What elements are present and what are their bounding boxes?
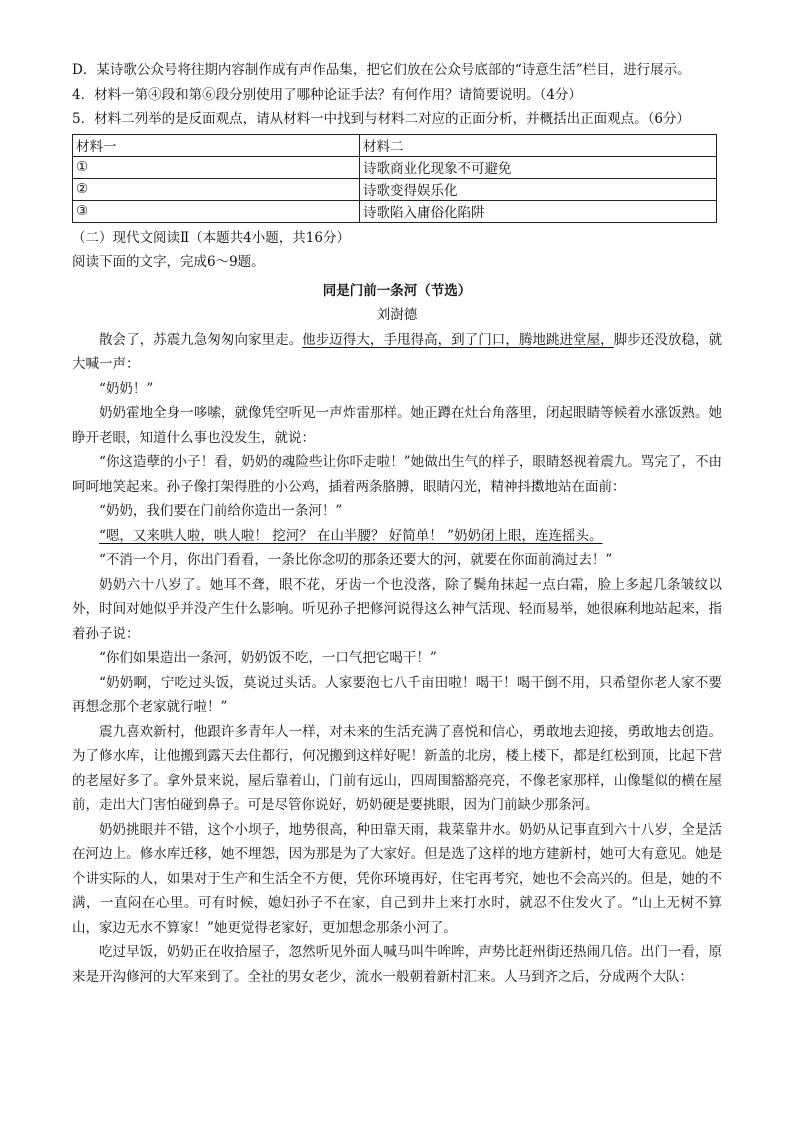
story-paragraph bbox=[72, 524, 722, 549]
table-header-row bbox=[73, 134, 717, 156]
story-author: 刘澍德 bbox=[376, 307, 418, 323]
table-row bbox=[73, 200, 717, 222]
table-cell: ③ bbox=[73, 200, 360, 222]
underlined-text: “嗯，又来哄人啦，哄人啦！ 挖河？ 在山半腰？ 好简单！ ”奶奶闭上眼，连连摇头。 bbox=[99, 527, 603, 544]
table-row bbox=[73, 156, 717, 178]
table-cell: 诗歌商业化现象不可避免 bbox=[360, 156, 717, 178]
question-5: 5．材料二列举的是反面观点，请从材料一中找到与材料二对应的正面分析，并概括出正面观点。（6分） bbox=[72, 111, 690, 127]
table-cell: ① bbox=[73, 156, 360, 178]
table-cell: 诗歌变得娱乐化 bbox=[360, 178, 717, 200]
table-cell: 诗歌陷入庸俗化陷阱 bbox=[360, 200, 717, 222]
story-paragraph: “奶奶啊，宁吃过头饭，莫说过头话。人家要泡七八千亩田啦！喝干！喝干倒不用，只希望你老人家不要再想念那个老家就行啦！” bbox=[72, 674, 722, 715]
underlined-text: 他步迈得大，手甩得高，到了门口，腾地跳进堂屋， bbox=[302, 331, 614, 348]
table-header-cell: 材料二 bbox=[360, 134, 717, 156]
story-paragraph: 奶奶霍地全身一哆嗦，就像凭空听见一声炸雷那样。她正蹲在灶台角落里，闭起眼睛等候着水涨饭熟。她睁开老眼，知道什么事也没发生，就说： bbox=[72, 405, 722, 446]
story-paragraph: “你们如果造出一条河，奶奶饭不吃，一口气把它喝干！” bbox=[99, 650, 437, 666]
story-paragraph: “不消一个月，你出门看看，一条比你念叨的那条还要大的河，就要在你面前淌过去！” bbox=[99, 552, 613, 568]
instruction-text: 阅读下面的文字，完成6～9题。 bbox=[72, 254, 265, 270]
table-header-cell: 材料一 bbox=[73, 134, 360, 156]
section-heading: （二）现代文阅读Ⅱ（本题共4小题，共16分） bbox=[72, 229, 350, 246]
story-paragraph: 奶奶六十八岁了。她耳不聋，眼不花，牙齿一个也没落，除了鬓角抹起一点白霜，脸上多起几条皱纹以外，时间对她似乎并没产生什么影响。听见孙子把修河说得这么神气活现、轻而易举，她很麻利地站起来，指着孙子说： bbox=[72, 576, 722, 642]
story-paragraph: “你这造孽的小子！看，奶奶的魂险些让你吓走啦！”她做出生气的样子，眼睛怒视着震九。骂完了，不由呵呵地笑起来。孙子像打架得胜的小公鸡，插着两条胳膊，眼睛闪光，精神抖擞地站在面前： bbox=[72, 454, 722, 495]
document-page bbox=[72, 58, 722, 989]
story-paragraph bbox=[72, 328, 722, 377]
table-row bbox=[73, 178, 717, 200]
question-4: 4．材料一第④段和第⑥段分别使用了哪种论证手法？有何作用？请简要说明。（4分） bbox=[72, 86, 582, 103]
paragraph-text: 散会了，苏震九急匆匆向家里走。 bbox=[99, 331, 303, 348]
story-paragraph: “奶奶，我们要在门前给你造出一条河！” bbox=[99, 503, 343, 519]
story-paragraph: 吃过早饭，奶奶正在收拾屋子，忽然听见外面人喊马叫牛哞哞，声势比赶州街还热闹几倍。出门一看，原来是开沟修河的大军来到了。全社的男女老少，流水一般朝着新村汇来。人马到齐之后，分成两个大队： bbox=[72, 944, 722, 985]
story-paragraph: 奶奶挑眼并不错，这个小坝子，地势很高，种田靠天雨，栽菜靠井水。奶奶从记事直到六十八岁，全是活在河边上。修水库迁移，她不埋怨，因为那是为了大家好。但是选了这样的地方建新村，她可大有意见。她是个讲实际的人，如果对于生产和生活全不方便，凭你环境再好，住宅再考究，她也不会高兴的。但是，她的不满，一直闷在心里。可有时候，媳妇孙子不在家，自己到井上来打水时，就忍不住发火了。“山上无树不算山，家边无水不算家！”她更觉得老家好，更加想念那条小河了。 bbox=[72, 821, 722, 936]
option-d-text: D．某诗歌公众号将往期内容制作成有声作品集，把它们放在公众号底部的“诗意生活”栏目，进行展示。 bbox=[72, 62, 691, 78]
story-title: 同是门前一条河（节选） bbox=[322, 282, 472, 299]
story-paragraph: “奶奶！” bbox=[99, 380, 154, 397]
comparison-table bbox=[72, 134, 717, 223]
table-cell: ② bbox=[73, 178, 360, 200]
story-paragraph: 震九喜欢新村，他跟许多青年人一样，对未来的生活充满了喜悦和信心，勇敢地去迎接，勇敢地去创造。为了修水库，让他搬到露天去住都行，何况搬到这样好呢！新盖的北房，楼上楼下，都是红松到顶，比起下营的老屋好多了。拿外景来说，屋后靠着山，门前有远山，四周围豁豁亮亮，不像老家那样，山像髦似的横在屋前，走出大门害怕碰到鼻子。可是尽管你说好，奶奶硬是要挑眼，因为门前缺少那条河。 bbox=[72, 723, 722, 813]
paragraph-text: 脚步还没放稳，就大喊一声： bbox=[72, 331, 723, 372]
